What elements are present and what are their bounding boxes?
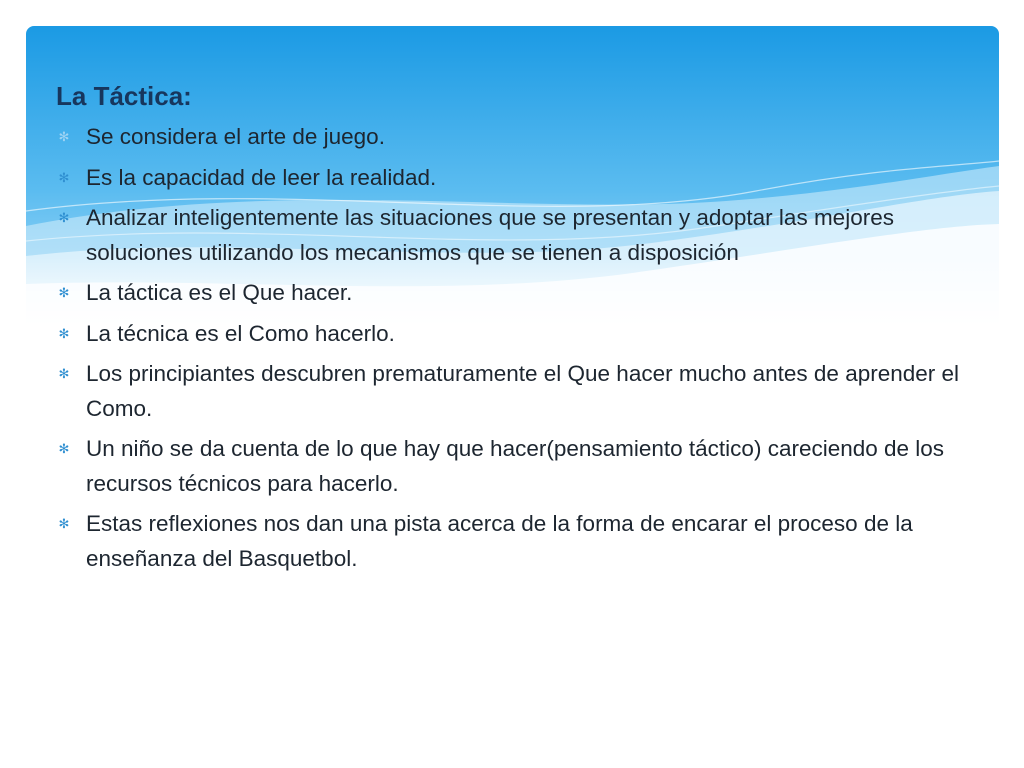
bullet-text: Estas reflexiones nos dan una pista acerca de la forma de encarar el proceso de la enseñanza del Basquetbol. [86, 511, 913, 571]
asterisk-icon: ✻ [58, 285, 70, 300]
asterisk-icon: ✻ [58, 210, 70, 225]
bullet-item [56, 432, 966, 501]
bullet-text: Se considera el arte de juego. [86, 124, 385, 149]
bullet-text: La táctica es el Que hacer. [86, 280, 353, 305]
bullet-item [56, 357, 966, 426]
bullet-text: Un niño se da cuenta de lo que hay que hacer(pensamiento táctico) careciendo de los recursos técnicos para hacerlo. [86, 436, 945, 496]
bullet-text: Analizar inteligentemente las situaciones que se presentan y adoptar las mejores soluciones utilizando los mecanismos que se tienen a disposición [86, 205, 894, 265]
asterisk-icon: ✻ [58, 441, 70, 456]
bullet-item [56, 161, 966, 196]
asterisk-icon: ✻ [58, 516, 70, 531]
bullet-list [56, 120, 966, 576]
bullet-item [56, 317, 966, 352]
slide-content [56, 78, 966, 582]
asterisk-icon: ✻ [58, 129, 70, 144]
bullet-item [56, 507, 966, 576]
bullet-text: Los principiantes descubren prematuramente el Que hacer mucho antes de aprender el Como. [86, 361, 960, 421]
bullet-item [56, 120, 966, 155]
bullet-text: La técnica es el Como hacerlo. [86, 320, 395, 346]
bullet-item [56, 276, 966, 311]
slide-title: La Táctica: [56, 81, 192, 111]
bullet-text: Es la capacidad de leer la realidad. [86, 164, 437, 190]
bullet-item [56, 201, 966, 270]
asterisk-icon: ✻ [58, 169, 70, 185]
asterisk-icon: ✻ [58, 366, 70, 381]
asterisk-icon: ✻ [58, 325, 70, 341]
